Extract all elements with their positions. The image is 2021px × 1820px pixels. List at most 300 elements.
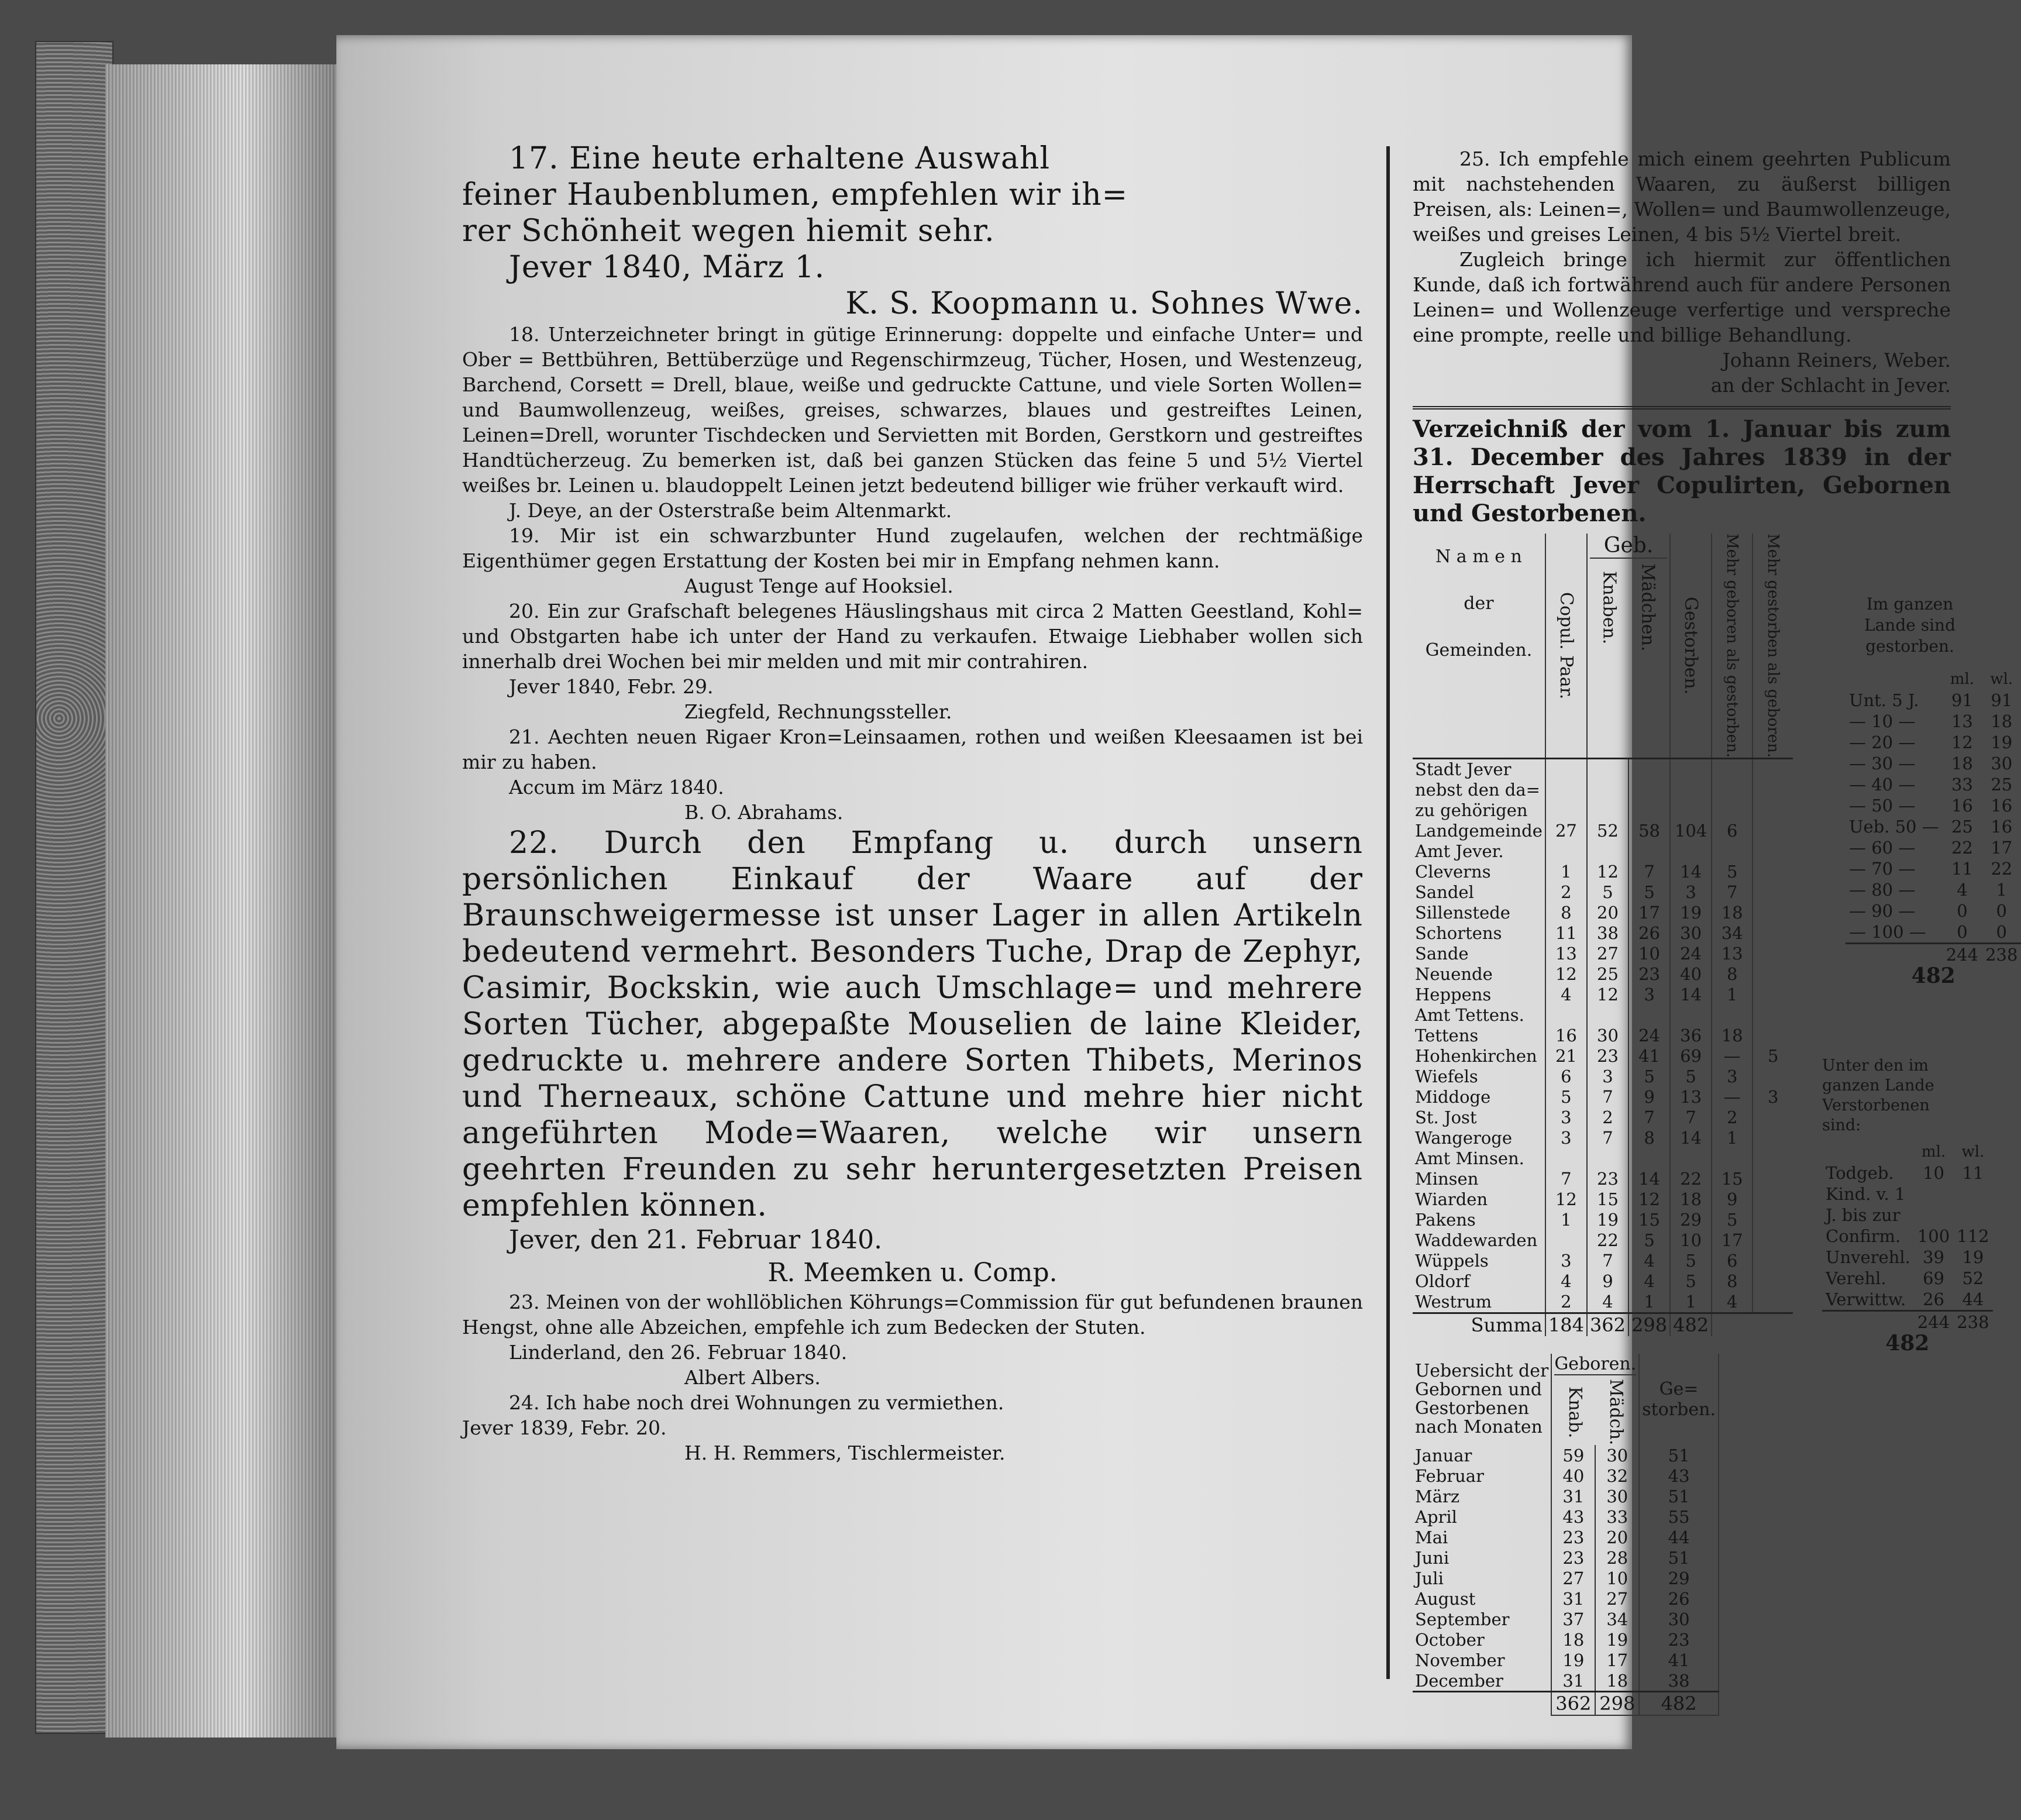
- deceased-header-ml: ml.: [1921, 1143, 1946, 1161]
- parish-maedchen: 4: [1628, 1271, 1670, 1292]
- parish-row: [1413, 882, 1793, 903]
- parish-copul: [1545, 1230, 1587, 1251]
- parish-copul: 1: [1545, 1210, 1587, 1230]
- parish-table: [1413, 534, 1793, 1336]
- parish-mehr-gestorben: [1753, 1026, 1793, 1046]
- parish-mehr-gestorben: [1753, 1128, 1793, 1148]
- parish-maedchen: 26: [1628, 923, 1670, 944]
- month-gestorben: 23: [1639, 1629, 1719, 1650]
- ad22-text: 22. Durch den Empfang u. durch unsern persönlichen Einkauf der Waare auf der Braunschweigermesse ist unser Lager in allen Artikeln bedeutend vermehrt. Besonders Tuche, Drap de Zephyr, Casimir, Bockskin, wie auch Umschlage= und mehrere Sorten Tücher, abgepaßte Mouselien de laine Kleider, gedruckte u. mehrere andere Sorten Thibets, Merinos und Therneaux, schöne Cattune und mehre hier nicht angeführten Mode=Waaren, welche wir unsern geehrten Freunden zu sehr heruntergesetzten Preisen empfehlen können.: [462, 825, 1363, 1223]
- ad24-signature: H. H. Remmers, Tischlermeister.: [684, 1441, 1006, 1464]
- header-gestorben-text: Gestorben.: [1681, 596, 1702, 695]
- parish-row: [1413, 1107, 1793, 1128]
- age-wl: 22: [1991, 859, 2013, 879]
- age-label: — 80 —: [1849, 880, 1916, 900]
- month-knaben: 31: [1551, 1670, 1595, 1692]
- header-mehr-gestorben-text: Mehr gestorben als geboren.: [1764, 534, 1782, 758]
- month-knaben: 31: [1551, 1588, 1595, 1609]
- month-maedchen: 34: [1595, 1609, 1639, 1629]
- month-knaben: 23: [1551, 1527, 1595, 1547]
- month-knaben: 23: [1551, 1547, 1595, 1568]
- parish-gestorben: 7: [1670, 1107, 1712, 1128]
- age-ml: 13: [1951, 711, 1973, 731]
- month-name: November: [1413, 1650, 1551, 1670]
- parish-mehr-gestorben: [1753, 985, 1793, 1005]
- parish-mehr-geboren: 5: [1712, 862, 1753, 882]
- month-name: Mai: [1413, 1527, 1551, 1547]
- parish-knaben: 7: [1587, 1087, 1628, 1107]
- age-ml: 0: [1957, 922, 1968, 942]
- month-rows: [1413, 1445, 1719, 1692]
- parish-mehr-geboren: 15: [1712, 1169, 1753, 1189]
- parish-mehr-gestorben: [1753, 1271, 1793, 1292]
- age-ml: 22: [1951, 838, 1973, 858]
- parish-mehr-gestorben: [1753, 841, 1793, 862]
- parish-mehr-geboren: 5: [1712, 1210, 1753, 1230]
- deceased-row: [1822, 1205, 1993, 1226]
- age-label: — 60 —: [1849, 838, 1916, 858]
- parish-mehr-geboren: 4: [1712, 1292, 1753, 1313]
- parish-mehr-gestorben: [1753, 821, 1793, 841]
- parish-name: Waddewarden: [1413, 1230, 1545, 1251]
- parish-mehr-geboren: 9: [1712, 1189, 1753, 1210]
- deceased-ml: 26: [1923, 1289, 1944, 1309]
- parish-knaben: 19: [1587, 1210, 1628, 1230]
- age-ml: 16: [1951, 796, 1973, 816]
- parish-knaben: [1587, 780, 1628, 800]
- parish-maedchen: [1628, 841, 1670, 862]
- age-wl: 16: [1991, 817, 2013, 837]
- left-column: [462, 140, 1363, 1465]
- parish-knaben: 7: [1587, 1128, 1628, 1148]
- right-column: [1413, 146, 2018, 1716]
- month-knaben: 31: [1551, 1486, 1595, 1506]
- parish-row: [1413, 758, 1793, 780]
- parish-row: [1413, 944, 1793, 964]
- parish-knaben: 9: [1587, 1271, 1628, 1292]
- parish-mehr-geboren: 34: [1712, 923, 1753, 944]
- parish-knaben: 15: [1587, 1189, 1628, 1210]
- month-knaben: 40: [1551, 1465, 1595, 1486]
- parish-mehr-geboren: [1712, 1005, 1753, 1026]
- month-gestorben: 30: [1639, 1609, 1719, 1629]
- parish-maedchen: 5: [1628, 1230, 1670, 1251]
- age-block-title: Im ganzen Lande sind gestorben.: [1864, 594, 1955, 656]
- parish-name: nebst den da=: [1413, 780, 1545, 800]
- parish-mehr-gestorben: [1753, 862, 1793, 882]
- parish-row: [1413, 1189, 1793, 1210]
- ad17-line2: feiner Haubenblumen, empfehlen wir ih=: [462, 177, 1128, 212]
- parish-name: Middoge: [1413, 1087, 1545, 1107]
- parish-copul: 12: [1545, 964, 1587, 985]
- parish-maedchen: 9: [1628, 1087, 1670, 1107]
- parish-copul: [1545, 841, 1587, 862]
- month-knaben: 27: [1551, 1568, 1595, 1588]
- parish-gestorben: 5: [1670, 1271, 1712, 1292]
- parish-name: Amt Jever.: [1413, 841, 1545, 862]
- ad23-text: 23. Meinen von der wohllöblichen Köhrungs=Commission für gut befundenen braunen Hengst, ohne alle Abzeichen, empfehle ich zum Bedecken der Stuten.: [462, 1291, 1363, 1339]
- deceased-ml: 10: [1923, 1163, 1944, 1183]
- parish-maedchen: [1628, 800, 1670, 821]
- age-wl: 0: [1996, 901, 2007, 921]
- table-title: Verzeichniß der vom 1. Januar bis zum 31. December des Jahres 1839 in der Herrschaft Jever Copulirten, Gebornen und Gestorbenen.: [1413, 415, 1951, 527]
- deceased-row: [1822, 1247, 1993, 1268]
- parish-copul: 2: [1545, 882, 1587, 903]
- age-wl: 25: [1991, 775, 2013, 794]
- parish-copul: 1: [1545, 862, 1587, 882]
- parish-maedchen: 5: [1628, 1066, 1670, 1087]
- deceased-ml: [1914, 1183, 1953, 1205]
- parish-mehr-gestorben: [1753, 903, 1793, 923]
- ad20-signature: Ziegfeld, Rechnungssteller.: [684, 700, 952, 723]
- parish-copul: 27: [1545, 821, 1587, 841]
- parish-mehr-gestorben: [1753, 1066, 1793, 1087]
- month-gestorben: 51: [1639, 1547, 1719, 1568]
- parish-maedchen: 58: [1628, 821, 1670, 841]
- ad24-text: 24. Ich habe noch drei Wohnungen zu vermiethen.: [509, 1391, 1004, 1414]
- month-knaben: 18: [1551, 1629, 1595, 1650]
- parish-row: [1413, 1046, 1793, 1066]
- ad17-date: Jever 1840, März 1.: [509, 250, 825, 285]
- month-gestorben: 44: [1639, 1527, 1719, 1547]
- parish-name: Heppens: [1413, 985, 1545, 1005]
- parish-name: Sillenstede: [1413, 903, 1545, 923]
- summa-gestorben: 482: [1670, 1313, 1712, 1336]
- age-label: — 100 —: [1849, 922, 1926, 942]
- deceased-wl: 52: [1962, 1268, 1984, 1288]
- month-header-l3: Gestorbenen: [1415, 1398, 1529, 1419]
- parish-mehr-geboren: [1712, 1148, 1753, 1169]
- age-ml: 0: [1957, 901, 1968, 921]
- parish-maedchen: 7: [1628, 1107, 1670, 1128]
- parish-knaben: 27: [1587, 944, 1628, 964]
- month-row: [1413, 1588, 1719, 1609]
- month-maedchen: 30: [1595, 1445, 1639, 1465]
- month-name: December: [1413, 1670, 1551, 1692]
- parish-name: Amt Tettens.: [1413, 1005, 1545, 1026]
- month-maedchen: 17: [1595, 1650, 1639, 1670]
- month-maedchen: 27: [1595, 1588, 1639, 1609]
- parish-knaben: [1587, 1148, 1628, 1169]
- age-label: — 50 —: [1849, 796, 1916, 816]
- parish-mehr-geboren: 8: [1712, 964, 1753, 985]
- parish-maedchen: 41: [1628, 1046, 1670, 1066]
- age-row: [1846, 711, 2021, 732]
- parish-row: [1413, 1210, 1793, 1230]
- parish-mehr-geboren: 6: [1712, 821, 1753, 841]
- month-header-geboren-text: Geboren.: [1554, 1353, 1637, 1374]
- month-row: [1413, 1445, 1719, 1465]
- month-header-l2: Gebornen und: [1415, 1379, 1543, 1401]
- parish-mehr-geboren: 6: [1712, 1251, 1753, 1271]
- parish-mehr-gestorben: [1753, 1169, 1793, 1189]
- parish-knaben: 23: [1587, 1046, 1628, 1066]
- deceased-ml: [1914, 1205, 1953, 1226]
- parish-row: [1413, 780, 1793, 800]
- parish-gestorben: 104: [1670, 821, 1712, 841]
- deceased-row: [1822, 1268, 1993, 1289]
- parish-row: [1413, 903, 1793, 923]
- month-maedchen: 28: [1595, 1547, 1639, 1568]
- month-maedchen: 18: [1595, 1670, 1639, 1692]
- month-gestorben: 26: [1639, 1588, 1719, 1609]
- month-maedchen: 30: [1595, 1486, 1639, 1506]
- parish-name: Stadt Jever: [1413, 758, 1545, 780]
- parish-name: Pakens: [1413, 1210, 1545, 1230]
- section-rule: [1413, 406, 1951, 410]
- month-name: October: [1413, 1629, 1551, 1650]
- age-row: [1846, 921, 2021, 944]
- month-row: [1413, 1609, 1719, 1629]
- month-total-row: [1413, 1692, 1719, 1716]
- header-mehr-geboren-text: Mehr geboren als gestorben.: [1723, 534, 1741, 758]
- parish-knaben: 12: [1587, 862, 1628, 882]
- parish-gestorben: 29: [1670, 1210, 1712, 1230]
- parish-gestorben: 5: [1670, 1251, 1712, 1271]
- deceased-rows: [1822, 1162, 1993, 1311]
- month-row: [1413, 1486, 1719, 1506]
- header-gestorben: [1670, 534, 1712, 758]
- age-wl: 30: [1991, 754, 2013, 773]
- parish-knaben: 7: [1587, 1251, 1628, 1271]
- parish-copul: 16: [1545, 1026, 1587, 1046]
- month-header-geboren: [1551, 1354, 1639, 1445]
- age-wl: 18: [1991, 711, 2013, 731]
- parish-row: [1413, 985, 1793, 1005]
- deceased-total-ml: 244: [1917, 1312, 1950, 1332]
- parish-copul: 5: [1545, 1087, 1587, 1107]
- parish-copul: [1545, 800, 1587, 821]
- deceased-row: [1822, 1162, 1993, 1183]
- parish-mehr-gestorben: [1753, 758, 1793, 780]
- summa-maedchen: 298: [1628, 1313, 1670, 1336]
- summa-knaben: 362: [1587, 1313, 1628, 1336]
- age-ml: 33: [1951, 775, 1973, 794]
- deceased-wl: 44: [1962, 1289, 1984, 1309]
- parish-row: [1413, 1005, 1793, 1026]
- age-wl: 91: [1991, 690, 2013, 710]
- parish-name: Sande: [1413, 944, 1545, 964]
- header-geb: [1587, 534, 1670, 758]
- parish-copul: 4: [1545, 985, 1587, 1005]
- age-row: [1846, 816, 2021, 837]
- parish-copul: 21: [1545, 1046, 1587, 1066]
- ad17-line3: rer Schönheit wegen hiemit sehr.: [462, 214, 995, 249]
- deceased-wl: 112: [1957, 1226, 1989, 1246]
- deceased-row: [1822, 1289, 1993, 1311]
- parish-name: Tettens: [1413, 1026, 1545, 1046]
- parish-mehr-gestorben: 5: [1767, 1046, 1779, 1066]
- parish-knaben: 23: [1587, 1169, 1628, 1189]
- deceased-total-wl: 238: [1957, 1312, 1989, 1332]
- parish-maedchen: [1628, 1005, 1670, 1026]
- book-cover-edge: [35, 41, 113, 1734]
- header-mehr-geboren: [1712, 534, 1753, 758]
- parish-row: [1413, 1066, 1793, 1087]
- parish-name: Amt Minsen.: [1413, 1148, 1545, 1169]
- month-row: [1413, 1670, 1719, 1692]
- month-row: [1413, 1568, 1719, 1588]
- month-header-l4: nach Monaten: [1415, 1417, 1543, 1438]
- parish-knaben: 22: [1587, 1230, 1628, 1251]
- ad21-signature: B. O. Abrahams.: [684, 801, 843, 824]
- parish-rows: [1413, 758, 1793, 1313]
- age-row: [1846, 858, 2021, 879]
- parish-name: Minsen: [1413, 1169, 1545, 1189]
- ad20-text: 20. Ein zur Grafschaft belegenes Häuslingshaus mit circa 2 Matten Geestland, Kohl= und Obstgarten habe ich unter der Hand zu verkaufen. Etwaige Liebhaber wollen sich innerhalb drei Wochen bei mir melden und mit mir contrahiren.: [462, 600, 1363, 673]
- month-name: Februar: [1413, 1465, 1551, 1486]
- age-ml: 4: [1957, 880, 1968, 900]
- parish-gestorben: [1670, 841, 1712, 862]
- parish-maedchen: 24: [1628, 1026, 1670, 1046]
- age-rows: [1846, 690, 2021, 944]
- ad19-text: 19. Mir ist ein schwarzbunter Hund zugelaufen, welchen der rechtmäßige Eigenthümer gegen Erstattung der Kosten bei mir in Empfang nehmen kann.: [462, 524, 1363, 572]
- deceased-wl: 11: [1962, 1163, 1984, 1183]
- month-gestorben: 41: [1639, 1650, 1719, 1670]
- parish-maedchen: 3: [1628, 985, 1670, 1005]
- parish-mehr-geboren: 2: [1712, 1107, 1753, 1128]
- parish-name: Hohenkirchen: [1413, 1046, 1545, 1066]
- parish-maedchen: 17: [1628, 903, 1670, 923]
- month-row: [1413, 1465, 1719, 1486]
- month-total-knaben: 362: [1551, 1692, 1595, 1716]
- parish-row: [1413, 1271, 1793, 1292]
- summa-copul: 184: [1545, 1313, 1587, 1336]
- parish-knaben: 52: [1587, 821, 1628, 841]
- parish-knaben: [1587, 758, 1628, 780]
- parish-maedchen: 4: [1628, 1251, 1670, 1271]
- parish-name: St. Jost: [1413, 1107, 1545, 1128]
- age-total-wl: 238: [1985, 945, 2018, 965]
- age-ml: 11: [1951, 859, 1973, 879]
- month-gestorben: 38: [1639, 1670, 1719, 1692]
- parish-copul: 3: [1545, 1107, 1587, 1128]
- month-row: [1413, 1629, 1719, 1650]
- age-table: [1846, 669, 2021, 986]
- parish-row: [1413, 841, 1793, 862]
- month-name: April: [1413, 1506, 1551, 1527]
- ad17-line1: 17. Eine heute erhaltene Auswahl: [509, 141, 1051, 176]
- deceased-wl: [1953, 1205, 1992, 1226]
- parish-name: Neuende: [1413, 964, 1545, 985]
- age-label: — 40 —: [1849, 775, 1916, 794]
- age-row: [1846, 795, 2021, 816]
- deceased-table: [1822, 1141, 1993, 1354]
- ad24-date: Jever 1839, Febr. 20.: [462, 1416, 667, 1439]
- month-header-gest: Ge= storben.: [1639, 1354, 1719, 1445]
- summa-row: [1413, 1313, 1793, 1336]
- parish-knaben: 25: [1587, 964, 1628, 985]
- month-maedchen: 20: [1595, 1527, 1639, 1547]
- month-name: September: [1413, 1609, 1551, 1629]
- ad21-text: 21. Aechten neuen Rigaer Kron=Leinsaamen, rothen und weißen Kleesaamen ist bei mir zu haben.: [462, 725, 1363, 773]
- age-label: — 90 —: [1849, 901, 1916, 921]
- age-ml: 18: [1951, 754, 1973, 773]
- parish-gestorben: 30: [1670, 923, 1712, 944]
- month-header-maed: Mädch.: [1605, 1378, 1626, 1446]
- parish-mehr-gestorben: [1753, 1005, 1793, 1026]
- month-maedchen: 19: [1595, 1629, 1639, 1650]
- parish-knaben: 4: [1587, 1292, 1628, 1313]
- parish-copul: 3: [1545, 1128, 1587, 1148]
- parish-name: Wüppels: [1413, 1251, 1545, 1271]
- parish-mehr-gestorben: [1753, 1251, 1793, 1271]
- month-knaben: 37: [1551, 1609, 1595, 1629]
- parish-name: Westrum: [1413, 1292, 1545, 1313]
- age-row: [1846, 837, 2021, 858]
- header-maedchen: Mädchen.: [1637, 563, 1658, 652]
- parish-copul: 4: [1545, 1271, 1587, 1292]
- month-header-l1: Uebersicht der: [1415, 1361, 1549, 1382]
- newspaper-page: [336, 35, 2018, 1749]
- month-gestorben: 51: [1639, 1445, 1719, 1465]
- parish-copul: [1545, 1005, 1587, 1026]
- age-label: — 10 —: [1849, 711, 1916, 731]
- parish-row: [1413, 800, 1793, 821]
- parish-gestorben: 36: [1670, 1026, 1712, 1046]
- month-gestorben: 51: [1639, 1486, 1719, 1506]
- parish-row: [1413, 1169, 1793, 1189]
- parish-row: [1413, 862, 1793, 882]
- parish-gestorben: [1670, 780, 1712, 800]
- deceased-wl: 19: [1962, 1247, 1984, 1267]
- parish-maedchen: 5: [1628, 882, 1670, 903]
- parish-mehr-gestorben: [1753, 1230, 1793, 1251]
- age-wl: 19: [1991, 732, 2013, 752]
- header-copul: [1545, 534, 1587, 758]
- deceased-ml: 39: [1923, 1247, 1944, 1267]
- parish-maedchen: 1: [1628, 1292, 1670, 1313]
- parish-row: [1413, 1087, 1793, 1107]
- month-name: Juni: [1413, 1547, 1551, 1568]
- parish-name: Wiarden: [1413, 1189, 1545, 1210]
- parish-mehr-gestorben: [1753, 780, 1793, 800]
- parish-mehr-gestorben: [1753, 1148, 1793, 1169]
- month-name: Januar: [1413, 1445, 1551, 1465]
- parish-gestorben: 10: [1670, 1230, 1712, 1251]
- parish-mehr-geboren: 7: [1712, 882, 1753, 903]
- parish-copul: [1545, 780, 1587, 800]
- ad22-date: Jever, den 21. Februar 1840.: [509, 1225, 883, 1255]
- parish-maedchen: 23: [1628, 964, 1670, 985]
- parish-gestorben: 3: [1670, 882, 1712, 903]
- parish-mehr-geboren: [1712, 841, 1753, 862]
- parish-name: Wangeroge: [1413, 1128, 1545, 1148]
- parish-mehr-geboren: 18: [1712, 1026, 1753, 1046]
- age-total-ml: 244: [1946, 945, 1979, 965]
- parish-maedchen: 7: [1628, 862, 1670, 882]
- parish-gestorben: 69: [1670, 1046, 1712, 1066]
- age-row: [1846, 879, 2021, 900]
- parish-knaben: 38: [1587, 923, 1628, 944]
- column-divider: [1386, 146, 1390, 1679]
- parish-gestorben: 13: [1670, 1087, 1712, 1107]
- parish-row: [1413, 923, 1793, 944]
- parish-gestorben: 14: [1670, 862, 1712, 882]
- age-row: [1846, 774, 2021, 795]
- parish-gestorben: 19: [1670, 903, 1712, 923]
- month-row: [1413, 1527, 1719, 1547]
- header-der: der: [1464, 593, 1494, 614]
- ad22-signature: R. Meemken u. Comp.: [767, 1258, 1058, 1288]
- parish-copul: 6: [1545, 1066, 1587, 1087]
- parish-gestorben: 24: [1670, 944, 1712, 964]
- age-row: [1846, 900, 2021, 921]
- deceased-ml: 69: [1923, 1268, 1944, 1288]
- parish-name: Sandel: [1413, 882, 1545, 903]
- deceased-label: Todgeb.: [1826, 1163, 1894, 1183]
- parish-maedchen: 8: [1628, 1128, 1670, 1148]
